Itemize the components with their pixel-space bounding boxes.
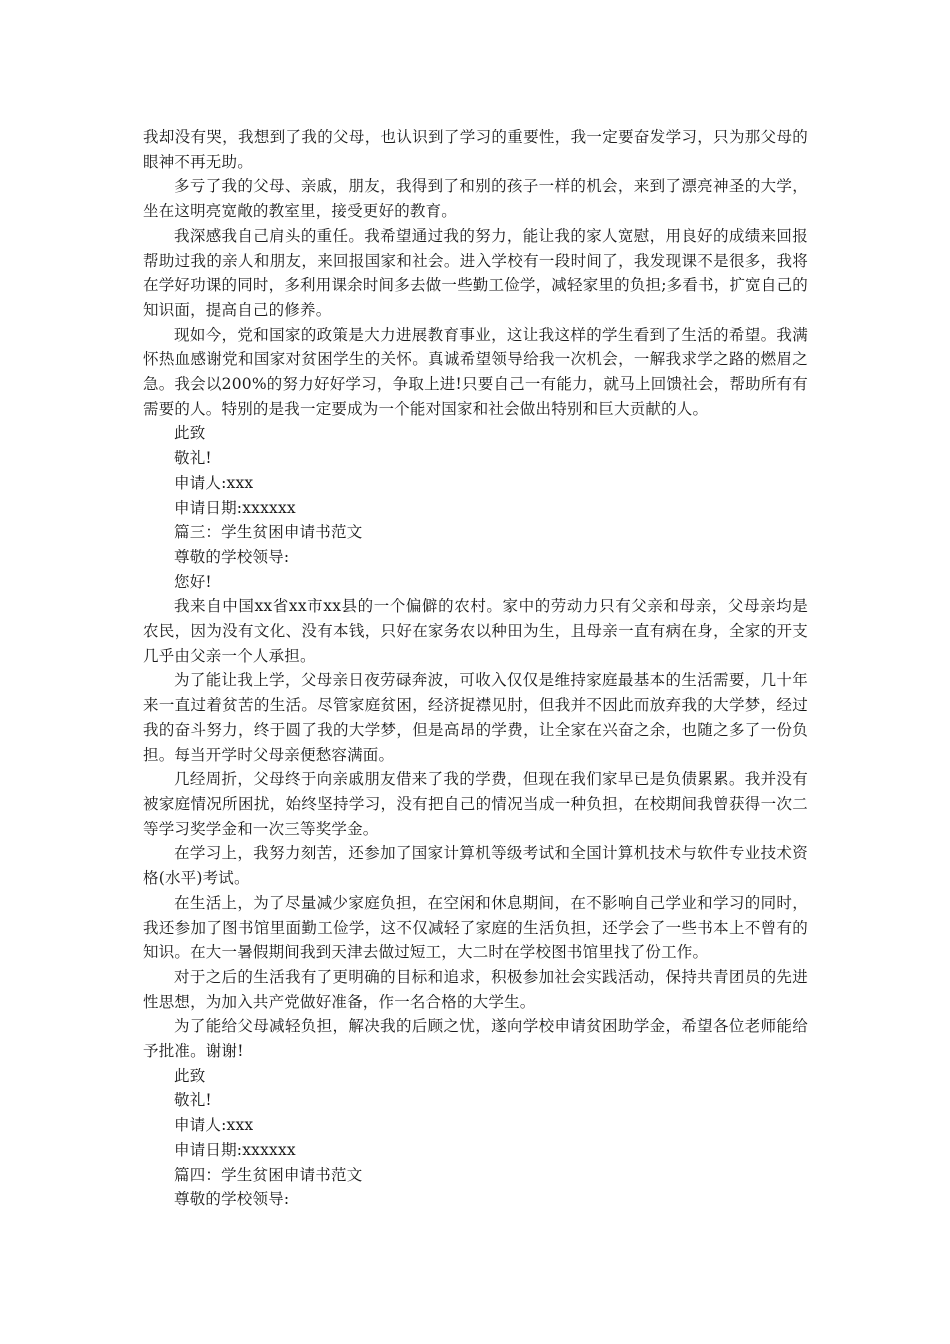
applicant-name: 申请人:xxx xyxy=(174,1116,254,1135)
closing-regards: 敬礼! xyxy=(174,449,212,468)
paragraph: 为了能给父母减轻负担，解决我的后顾之忧，遂向学校申请贫困助学金，希望各位老师能给予批准。谢谢! xyxy=(143,1017,808,1061)
letter-greeting: 尊敬的学校领导: xyxy=(174,547,290,566)
paragraph: 我深感我自己肩头的重任。我希望通过我的努力，能让我的家人宽慰，用良好的成绩来回报帮助过我的亲人和朋友，来回报国家和社会。进入学校有一段时间了，我发现课不是很多，我将在学好功课的同时，多利用课余时间多去做一些勤工俭学，减轻家里的负担;多看书，扩宽自己的知识面，提高自己的修养。 xyxy=(143,226,808,319)
section-title: 篇四：学生贫困申请书范文 xyxy=(174,1165,363,1184)
paragraph: 几经周折，父母终于向亲戚朋友借来了我的学费，但现在我们家早已是负债累累。我并没有被家庭情况所困扰，始终坚持学习，没有把自己的情况当成一种负担，在校期间我曾获得一次二等学习奖学金和一次三等奖学金。 xyxy=(143,770,808,838)
paragraph: 对于之后的生活我有了更明确的目标和追求，积极参加社会实践活动，保持共青团员的先进性思想，为加入共产党做好准备，作一名合格的大学生。 xyxy=(143,967,808,1011)
letter-hello: 您好! xyxy=(174,572,212,591)
closing-salutation: 此致 xyxy=(174,424,206,443)
paragraph: 多亏了我的父母、亲戚，朋友，我得到了和别的孩子一样的机会，来到了漂亮神圣的大学，坐在这明亮宽敞的教室里，接受更好的教育。 xyxy=(143,177,808,221)
closing-salutation: 此致 xyxy=(174,1066,206,1085)
letter-greeting: 尊敬的学校领导: xyxy=(174,1190,290,1209)
application-date: 申请日期:xxxxxx xyxy=(174,1140,296,1159)
document-body xyxy=(143,125,808,1212)
closing-regards: 敬礼! xyxy=(174,1091,212,1110)
application-date: 申请日期:xxxxxx xyxy=(174,498,296,517)
paragraph: 为了能让我上学，父母亲日夜劳碌奔波，可收入仅仅是维持家庭最基本的生活需要，几十年来一直过着贫苦的生活。尽管家庭贫困，经济捉襟见肘，但我并不因此而放弃我的大学梦，经过我的奋斗努力，终于圆了我的大学梦，但是高昂的学费，让全家在兴奋之余，也随之多了一份负担。每当开学时父母亲便愁容满面。 xyxy=(143,671,808,764)
section-title: 篇三：学生贫困申请书范文 xyxy=(174,523,363,542)
applicant-name: 申请人:xxx xyxy=(174,473,254,492)
paragraph: 我却没有哭，我想到了我的父母，也认识到了学习的重要性，我一定要奋发学习，只为那父母的眼神不再无助。 xyxy=(143,128,808,171)
paragraph: 现如今，党和国家的政策是大力进展教育事业，这让我这样的学生看到了生活的希望。我满怀热血感谢党和国家对贫困学生的关怀。真诚希望领导给我一次机会，一解我求学之路的燃眉之急。我会以200%的努力好好学习，争取上进!只要自己一有能力，就马上回馈社会，帮助所有有需要的人。特别的是我一定要成为一个能对国家和社会做出特别和巨大贡献的人。 xyxy=(143,325,808,418)
paragraph: 在生活上，为了尽量减少家庭负担，在空闲和休息期间，在不影响自己学业和学习的同时，我还参加了图书馆里面勤工俭学，这不仅减轻了家庭的生活负担，还学会了一些书本上不曾有的知识。在大一暑假期间我到天津去做过短工，大二时在学校图书馆里找了份工作。 xyxy=(143,893,808,962)
paragraph: 在学习上，我努力刻苦，还参加了国家计算机等级考试和全国计算机技术与软件专业技术资格(水平)考试。 xyxy=(143,844,808,888)
paragraph: 我来自中国xx省xx市xx县的一个偏僻的农村。家中的劳动力只有父亲和母亲，父母亲均是农民，因为没有文化、没有本钱，只好在家务农以种田为生，且母亲一直有病在身，全家的开支几乎由父亲一个人承担。 xyxy=(143,597,808,665)
